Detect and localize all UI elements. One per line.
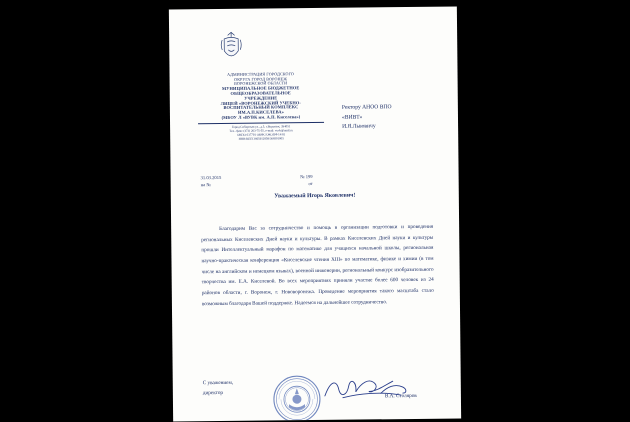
addressee-line: Ректору АНОО ВПО (341, 104, 392, 111)
letterhead (196, 72, 327, 142)
document-reply-to-label: на № (200, 181, 211, 188)
coat-of-arms-icon (218, 31, 244, 65)
document-date: 31.03.2015 (200, 174, 222, 181)
letterhead-line: ОКРУГА ГОРОД ВОРОНЕЖ (234, 75, 288, 82)
letterhead-line: УЧРЕЖДЕНИЕ (244, 94, 278, 101)
letterhead-line: (МБОУ Л «ВУВК им. А.П. Киселева») (221, 114, 301, 121)
letterhead-line: ВОРОНЕЖСКОЙ ОБЛАСТИ (234, 80, 288, 86)
letterhead-line: АДМИНИСТРАЦИЯ ГОРОДСКОГО (227, 71, 295, 77)
document-reference-block (201, 174, 321, 189)
official-round-stamp (269, 374, 326, 422)
body-paragraph: Благодарим Вас за сотрудничество и помощь в организации подготовки и проведения региональных Киселевских Дней науки и культуры. В рамках Киселевских Дней науки и культуры прошли Интеллектуальный марафон по математике для учащихся начальной школы, региональная научно-практическая конференция «Киселевские чтения XIII» по математике, физике и химии (в том числе на английском и немецком языках), военной инженерии, региональный конкурс изобразительного творчества им. Е.А. Киселевой. Во всех мероприятиях приняли участие более 600 человек из 24 районов области, г. Воронеж, г. Нововоронежа. Проведение мероприятия такого масштаба стало возможным благодаря Вашей поддержке. Надеемся на дальнейшее сотрудничество. (201, 223, 434, 307)
signature-role: директор (202, 389, 224, 397)
letterhead-address-line: Город Сибирская ул., д.5, г.Воронеж, 394051 (231, 124, 291, 130)
document-number: № 199 (300, 174, 313, 180)
letterhead-line: ВОСПИТАТЕЛЬНЫЙ КОМПЛЕКС (223, 104, 299, 111)
salutation: Уважаемый Игорь Яковлевич! (274, 192, 356, 200)
letterhead-address-line: ИНН/КПП 3665912858/366501005 (238, 136, 284, 141)
document-page-inner (169, 7, 461, 422)
letterhead-line: МУНИЦИПАЛЬНОЕ БЮДЖЕТНОЕ (221, 84, 300, 91)
document-reply-from-label: от (308, 180, 313, 186)
letterhead-line: ИМ.А.П.КИСЕЛЕВА» (237, 109, 284, 116)
document-page (169, 7, 461, 422)
letterhead-line: ЛИЦЕЙ «ВОРОНЕЖСКИЙ УЧЕБНО- (220, 99, 301, 106)
letterhead-line: ОБЩЕОБРАЗОВАТЕЛЬНОЕ (230, 89, 291, 96)
addressee-block (342, 103, 447, 133)
signature-name: В.А. Столяров (384, 392, 417, 400)
addressee-line: И.Я.Львовичу (342, 123, 376, 130)
letterhead-address-line: ОКПО 037791 ОКФС/ОКОПФ 14/81 (237, 132, 286, 137)
letterhead-address-line: Тел. /факс (473) 263-75-55, e-mail: vuvk@mail.ru (229, 128, 293, 133)
addressee-line: «ВИВТ» (341, 113, 363, 121)
signature-block-left (203, 379, 234, 399)
signature-closing: С уважением, (202, 379, 234, 387)
